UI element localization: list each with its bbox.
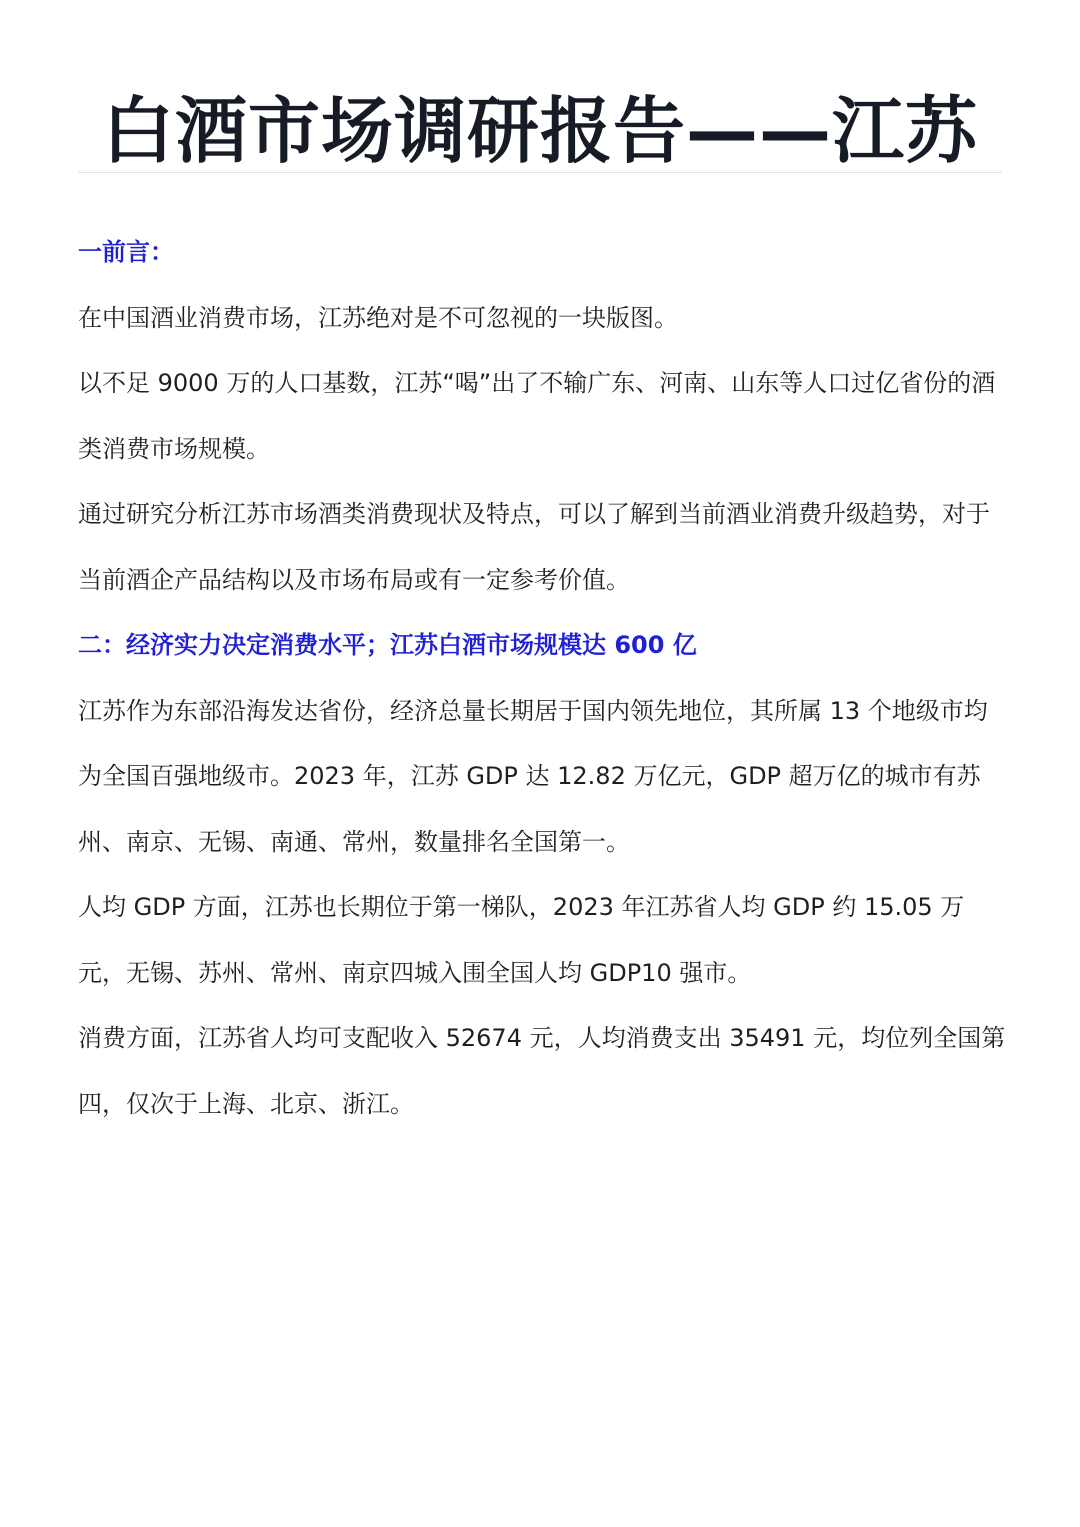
title-divider <box>78 172 1002 173</box>
paragraph: 以不足 9000 万的人口基数，江苏“喝”出了不输广东、河南、山东等人口过亿省份的酒类消费市场规模。 <box>78 369 996 463</box>
section-economy <box>78 613 1006 1137</box>
paragraph: 消费方面，江苏省人均可支配收入 52674 元，人均消费支出 35491 元，均位列全国第四，仅次于上海、北京、浙江。 <box>78 1024 1006 1118</box>
section-preface <box>78 220 1006 613</box>
paragraph: 江苏作为东部沿海发达省份，经济总量长期居于国内领先地位，其所属 13 个地级市均为全国百强地级市。2023 年，江苏 GDP 达 12.82 万亿元，GDP 超万亿的城市有苏州、南京、无锡、南通、常州，数量排名全国第一。 <box>78 696 988 856</box>
section-heading: 二：经济实力决定消费水平；江苏白酒市场规模达 600 亿 <box>78 631 697 659</box>
page-title: 白酒市场调研报告——江苏 <box>101 89 978 173</box>
paragraph: 通过研究分析江苏市场酒类消费现状及特点，可以了解到当前酒业消费升级趋势，对于当前酒企产品结构以及市场布局或有一定参考价值。 <box>78 500 990 594</box>
document-body <box>78 220 1006 1137</box>
paragraph: 在中国酒业消费市场，江苏绝对是不可忽视的一块版图。 <box>78 303 678 332</box>
section-heading: 一前言： <box>78 238 174 266</box>
paragraph: 人均 GDP 方面，江苏也长期位于第一梯队，2023 年江苏省人均 GDP 约 15.05 万元，无锡、苏州、常州、南京四城入围全国人均 GDP10 强市。 <box>78 893 965 987</box>
